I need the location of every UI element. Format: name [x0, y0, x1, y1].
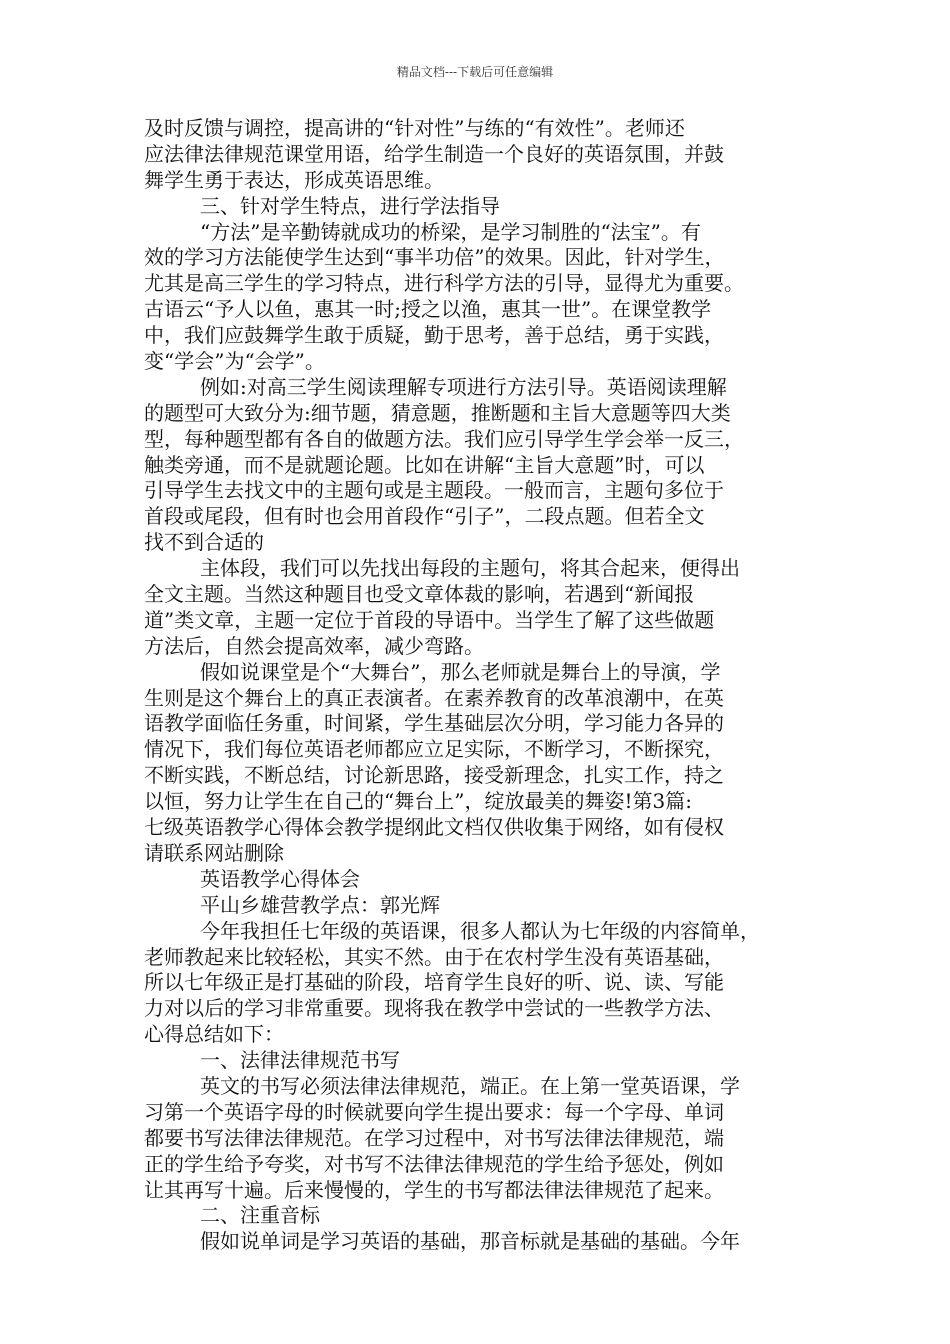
text-line: 应法律法律规范课堂用语，给学生制造一个良好的英语氛围，并鼓 — [144, 141, 724, 166]
text-line: 例如:对高三学生阅读理解专项进行方法引导。英语阅读理解 — [200, 374, 727, 399]
text-line: 假如说课堂是个“大舞台”，那么老师就是舞台上的导演，学 — [200, 659, 721, 684]
text-line: 首段或尾段，但有时也会用首段作“引子”，二段点题。但若全文 — [144, 504, 705, 529]
text-line: 道”类文章，主题一定位于首段的导语中。当学生了解了这些做题 — [144, 607, 715, 632]
text-line: 情况下，我们每位英语老师都应立足实际，不断学习，不断探究， — [144, 737, 724, 762]
text-line: 都要书写法律法律规范。在学习过程中，对书写法律法律规范，端 — [144, 1125, 724, 1150]
text-line: 心得总结如下： — [144, 1022, 284, 1047]
text-line: 主体段，我们可以先找出每段的主题句，将其合起来，便得出 — [200, 556, 740, 581]
text-line: 变“学会”为“会学”。 — [144, 349, 325, 374]
text-line: 英语教学心得体会 — [200, 866, 360, 891]
text-line: 语教学面临任务重，时间紧，学生基础层次分明，学习能力各异的 — [144, 711, 724, 736]
text-line: 引导学生去找文中的主题句或是主题段。一般而言，主题句多位于 — [144, 478, 724, 503]
text-line: 触类旁通，而不是就题论题。比如在讲解“主旨大意题”时，可以 — [144, 452, 705, 477]
text-line: 以恒，努力让学生在自己的“舞台上”，绽放最美的舞姿!第3篇: — [144, 789, 692, 814]
text-line: 全文主题。当然这种题目也受文章体裁的影响，若遇到“新闻报 — [144, 582, 695, 607]
text-line: “方法”是辛勤铸就成功的桥梁，是学习制胜的“法宝”。有 — [200, 219, 701, 244]
text-line: 请联系网站删除 — [144, 840, 284, 865]
text-line: 不断实践，不断总结，讨论新思路，接受新理念，扎实工作，持之 — [144, 763, 724, 788]
text-line: 古语云“予人以鱼，惠其一时;授之以渔，惠其一世”。在课堂教学 — [144, 297, 712, 322]
text-line: 中，我们应鼓舞学生敢于质疑，勤于思考，善于总结，勇于实践， — [144, 323, 724, 348]
document-body — [144, 116, 814, 1255]
text-line: 七级英语教学心得体会教学提纲此文档仅供收集于网络，如有侵权 — [144, 815, 724, 840]
text-line: 让其再写十遍。后来慢慢的，学生的书写都法律法律规范了起来。 — [144, 1177, 724, 1202]
text-line: 正的学生给予夸奖，对书写不法律法律规范的学生给予惩处，例如 — [144, 1151, 724, 1176]
text-line: 三、针对学生特点，进行学法指导 — [200, 193, 500, 218]
text-line: 英文的书写必须法律法律规范，端正。在上第一堂英语课，学 — [200, 1073, 740, 1098]
text-line: 力对以后的学习非常重要。现将我在教学中尝试的一些教学方法、 — [144, 996, 724, 1021]
text-line: 及时反馈与调控，提高讲的“针对性”与练的“有效性”。老师还 — [144, 116, 685, 140]
text-line: 尤其是高三学生的学习特点，进行科学方法的引导，显得尤为重要。 — [144, 271, 744, 296]
text-line: 效的学习方法能使学生达到“事半功倍”的效果。因此，针对学生， — [144, 245, 725, 270]
text-line: 所以七年级正是打基础的阶段，培育学生良好的听、说、读、写能 — [144, 970, 724, 995]
text-line: 找不到合适的 — [144, 530, 264, 555]
text-line: 假如说单词是学习英语的基础，那音标就是基础的基础。今年 — [200, 1229, 740, 1254]
text-line: 习第一个英语字母的时候就要向学生提出要求：每一个字母、单词 — [144, 1099, 724, 1124]
text-line: 方法后，自然会提高效率，减少弯路。 — [144, 633, 484, 658]
text-line: 的题型可大致分为:细节题，猜意题，推断题和主旨大意题等四大类 — [144, 400, 731, 425]
text-line: 老师教起来比较轻松，其实不然。由于在农村学生没有英语基础， — [144, 944, 724, 969]
text-line: 一、法律法律规范书写 — [200, 1048, 400, 1073]
text-line: 生则是这个舞台上的真正表演者。在素养教育的改革浪潮中，在英 — [144, 685, 724, 710]
text-line: 平山乡雄营教学点：郭光辉 — [200, 892, 440, 917]
page-header: 精品文档---下载后可任意编辑 — [396, 65, 554, 79]
text-line: 二、注重音标 — [200, 1203, 320, 1228]
text-line: 舞学生勇于表达，形成英语思维。 — [144, 167, 444, 192]
text-line: 今年我担任七年级的英语课，很多人都认为七年级的内容简单， — [200, 918, 760, 943]
text-line: 型，每种题型都有各自的做题方法。我们应引导学生学会举一反三， — [144, 426, 744, 451]
